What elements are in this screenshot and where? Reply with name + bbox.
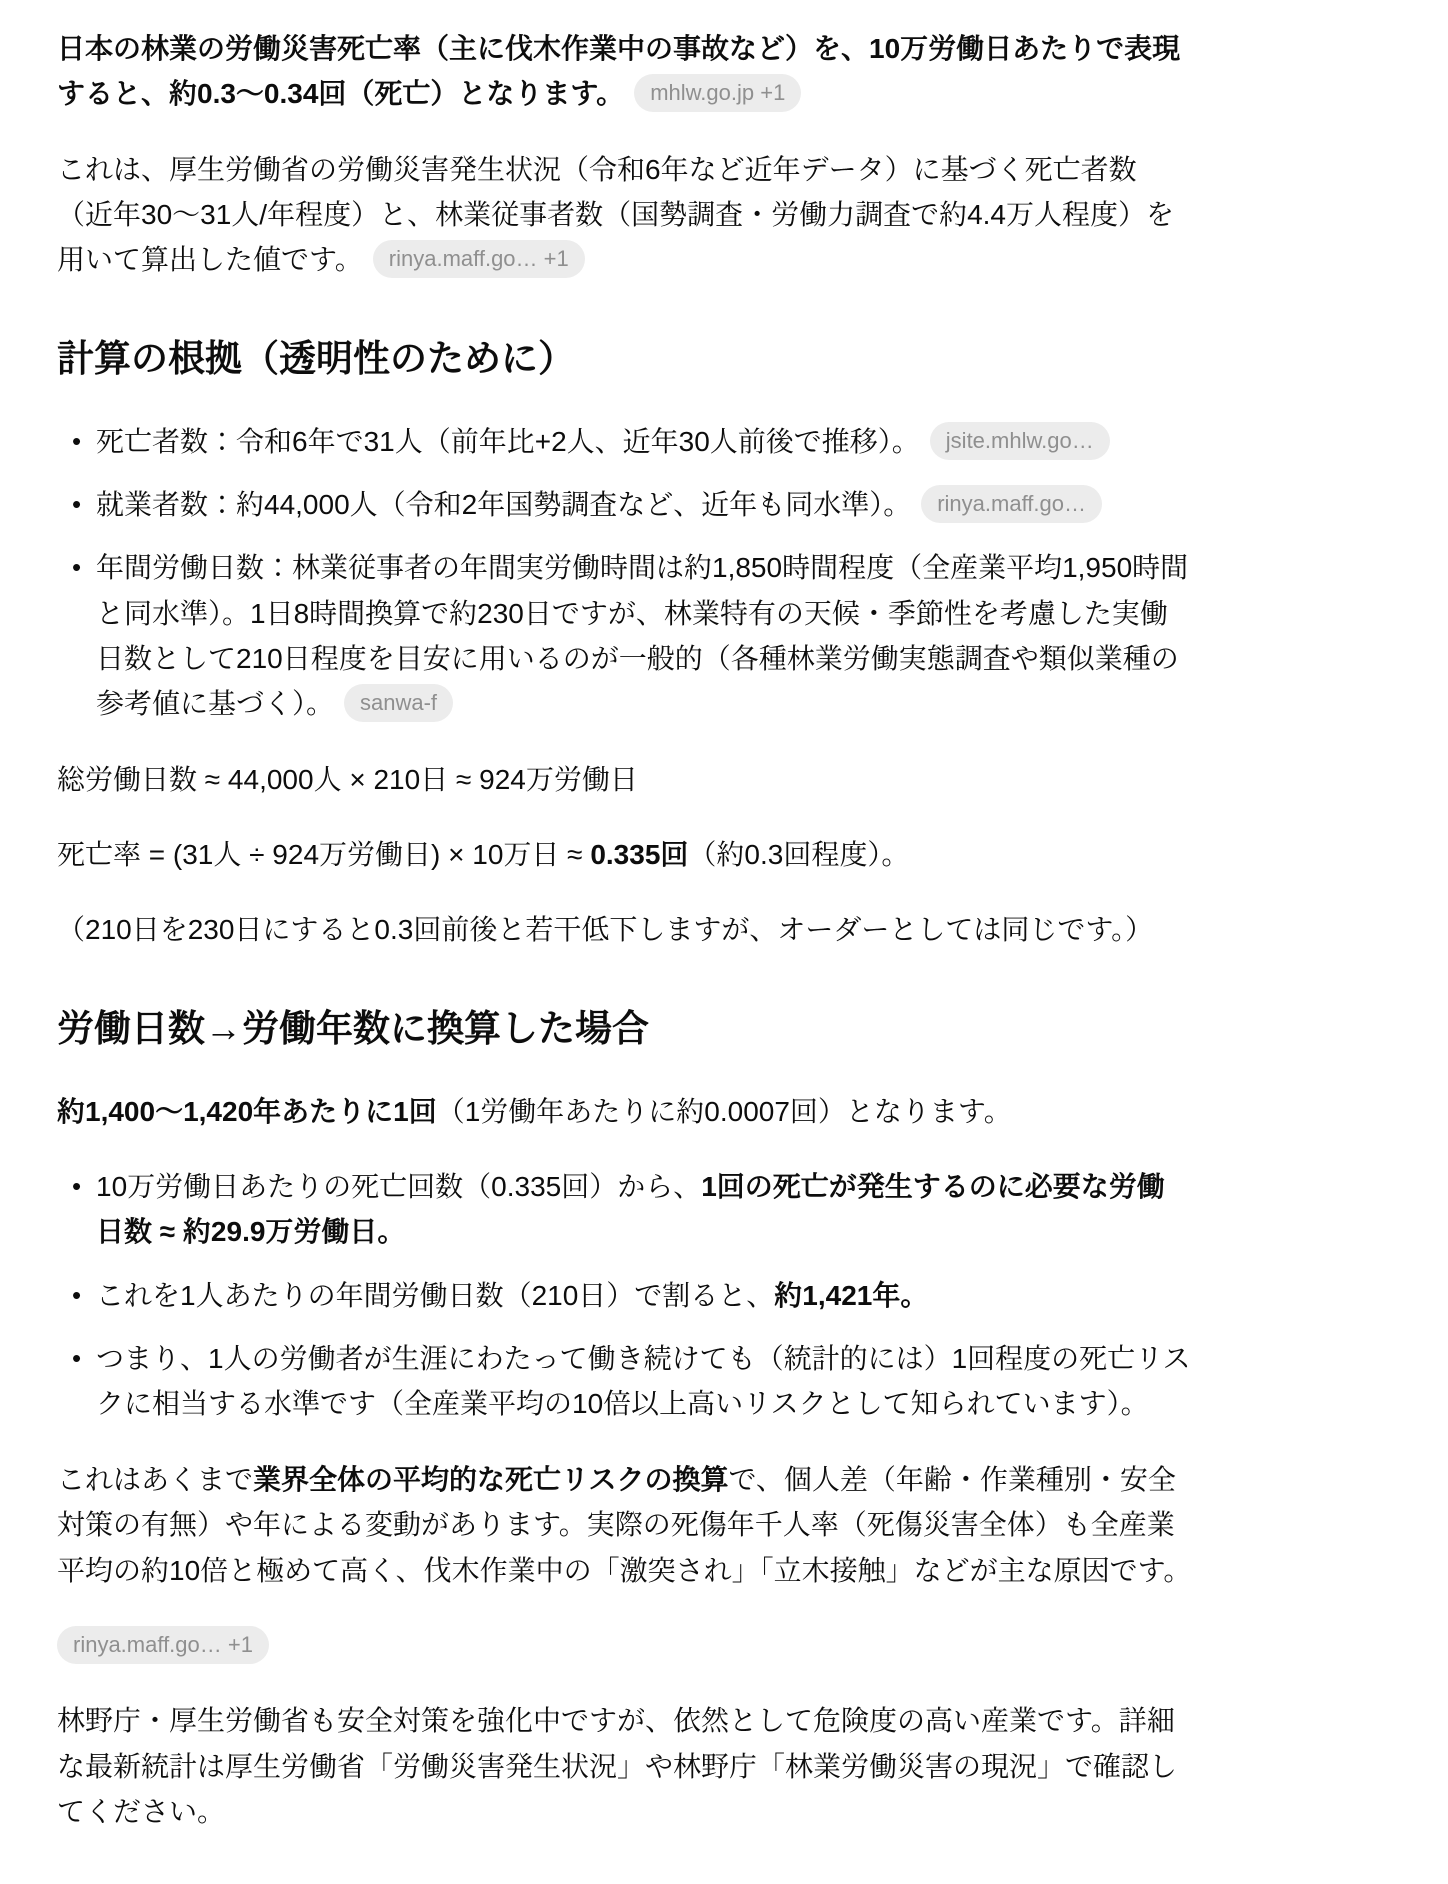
citation-pill[interactable]: sanwa-f xyxy=(344,684,453,722)
bold-text: 業界全体の平均的な死亡リスクの換算 xyxy=(253,1463,729,1495)
paragraph xyxy=(57,757,1192,802)
text-run: 就業者数：約44,000人（令和2年国勢調査など、近年も同水準）。 xyxy=(96,488,912,520)
section-heading: 計算の根拠（透明性のために） xyxy=(57,337,575,379)
bold-text: 約1,421年。 xyxy=(774,1279,929,1311)
text-run: 死亡率 = (31人 ÷ 924万労働日) × 10万日 ≈ xyxy=(57,839,591,871)
paragraph xyxy=(57,147,1192,283)
paragraph xyxy=(57,1457,1192,1593)
list-item-text xyxy=(96,545,1192,726)
list-item xyxy=(57,545,1192,726)
bold-text: 約1,400〜1,420年あたりに1回 xyxy=(57,1095,437,1127)
citation-pill[interactable]: jsite.mhlw.go… xyxy=(930,422,1110,460)
paragraph xyxy=(57,1089,1192,1134)
bullet-list xyxy=(57,419,1192,727)
citation-pill[interactable]: rinya.maff.go… +1 xyxy=(373,240,585,278)
list-item xyxy=(57,1336,1192,1427)
bullet-icon: • xyxy=(72,552,82,583)
section-heading: 労働日数→労働年数に換算した場合 xyxy=(57,1007,649,1049)
paragraph xyxy=(57,832,1192,877)
text-run: 林野庁・厚生労働省も安全対策を強化中ですが、依然として危険度の高い産業です。詳細な最新統計は厚生労働省「労働災害発生状況」や林野庁「林業労働災害の現況」で確認してください。 xyxy=(57,1705,1178,1827)
bullet-icon: • xyxy=(72,1170,82,1201)
text-run: これは、厚生労働省の労働災害発生状況（令和6年など近年データ）に基づく死亡者数（近年30〜31人/年程度）と、林業従事者数（国勢調査・労働力調査で約4.4万人程度）を用いて算出した値です。 xyxy=(57,153,1174,276)
list-item-text xyxy=(96,1336,1192,1427)
bullet-icon: • xyxy=(72,425,82,456)
list-item xyxy=(57,482,1192,527)
list-item xyxy=(57,1164,1192,1255)
bullet-icon: • xyxy=(72,488,82,519)
text-run: つまり、1人の労働者が生涯にわたって働き続けても（統計的には）1回程度の死亡リスクに相当する水準です（全産業平均の10倍以上高いリスクとして知られています）。 xyxy=(96,1343,1191,1420)
bullet-icon: • xyxy=(72,1343,82,1374)
text-run: （約0.3回程度）。 xyxy=(688,839,910,871)
text-run: （210日を230日にすると0.3回前後と若干低下しますが、オーダーとしては同じです。） xyxy=(57,914,1154,946)
response-body xyxy=(57,26,1192,1834)
list-item-text xyxy=(96,419,1192,464)
list-item-text xyxy=(96,1273,1192,1318)
bullet-list xyxy=(57,1164,1192,1427)
bold-text: 1回の死亡が発生するのに必要な労働日数 ≈ 約29.9万労働日。 xyxy=(96,1170,1165,1248)
citation-pill[interactable]: rinya.maff.go… xyxy=(921,485,1102,523)
text-run: これを1人あたりの年間労働日数（210日）で割ると、 xyxy=(96,1279,775,1311)
citation-line xyxy=(57,1623,1192,1668)
bold-text: 日本の林業の労働災害死亡率（主に伐木作業中の事故など）を、10万労働日あたりで表現すると、約0.3〜0.34回（死亡）となります。 xyxy=(57,33,1181,110)
text-run: 総労働日数 ≈ 44,000人 × 210日 ≈ 924万労働日 xyxy=(57,763,638,795)
citation-pill[interactable]: mhlw.go.jp +1 xyxy=(634,74,801,112)
text-run: （1労働年あたりに約0.0007回）となります。 xyxy=(436,1095,1012,1127)
list-item-text xyxy=(96,1164,1192,1255)
citation-pill[interactable]: rinya.maff.go… +1 xyxy=(57,1626,269,1664)
bullet-icon: • xyxy=(72,1279,82,1310)
paragraph xyxy=(57,1698,1192,1834)
list-item-text xyxy=(96,482,1192,527)
text-run: で、個人差（年齢・作業種別・安全対策の有無）や年による変動があります。実際の死傷年千人率（死傷災害全体）も全産業平均の約10倍と極めて高く、伐木作業中の「激突され」「立木接触」などが主な原因です。 xyxy=(57,1463,1192,1586)
paragraph xyxy=(57,26,1192,117)
list-item xyxy=(57,419,1192,464)
paragraph xyxy=(57,907,1192,952)
bold-text: 0.335回 xyxy=(590,839,689,871)
text-run: これはあくまで xyxy=(57,1463,254,1495)
text-run: 年間労働日数：林業従事者の年間実労働時間は約1,850時間程度（全産業平均1,950時間と同水準）。1日8時間換算で約230日ですが、林業特有の天候・季節性を考慮した実働日数として210日程度を目安に用いるのが一般的（各種林業労働実態調査や類似業種の参考値に基づく）。 xyxy=(96,552,1189,720)
text-run: 10万労働日あたりの死亡回数（0.335回）から、 xyxy=(96,1170,702,1202)
list-item xyxy=(57,1273,1192,1318)
text-run: 死亡者数：令和6年で31人（前年比+2人、近年30人前後で推移）。 xyxy=(96,425,920,457)
